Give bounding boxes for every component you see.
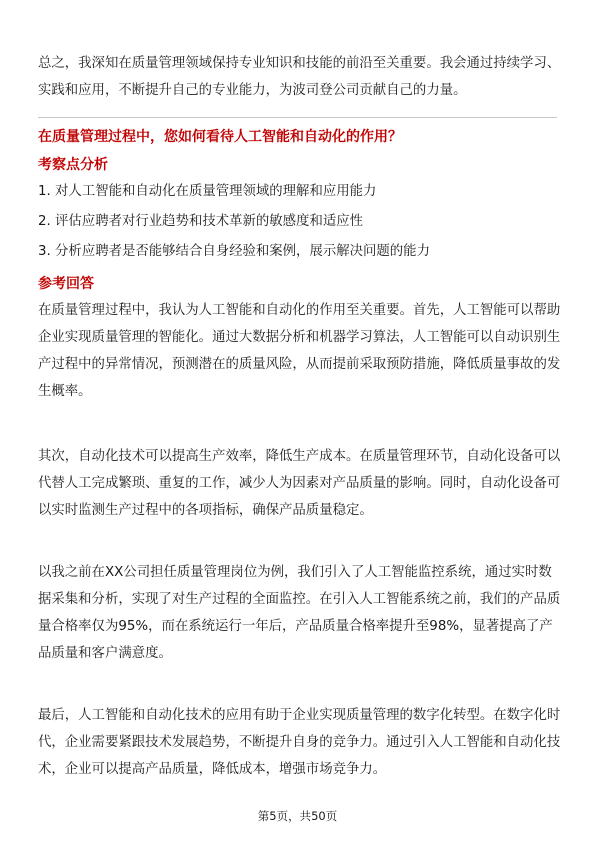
answer-paragraph-2: 其次，自动化技术可以提高生产效率，降低生产成本。在质量管理环节，自动化设备可以代替人工完成繁琐、重复的工作，减少人为因素对产品质量的影响。同时，自动化设备可以实时监测生产过程中的各项指标，确保产品质量稳定。 [38,449,561,518]
answer-paragraph-3: 以我之前在XX公司担任质量管理岗位为例，我们引入了人工智能监控系统，通过实时数据采集和分析，实现了对生产过程的全面监控。在引入人工智能系统之前，我们的产品质量合格率仅为95%，而在系统运行一年后，产品质量合格率提升至98%，显著提高了产品质量和客户满意度。 [38,565,561,661]
intro-paragraph: 总之，我深知在质量管理领域保持专业知识和技能的前沿至关重要。我会通过持续学习、实践和应用，不断提升自己的专业能力，为波司登公司贡献自己的力量。 [38,56,561,98]
answer-paragraph-4: 最后，人工智能和自动化技术的应用有助于企业实现质量管理的数字化转型。在数字化时代，企业需要紧跟技术发展趋势，不断提升自身的竞争力。通过引入人工智能和自动化技术，企业可以提高产品质量，降低成本，增强市场竞争力。 [38,708,561,777]
divider [38,117,557,118]
question-heading: 在质量管理过程中，您如何看待人工智能和自动化的作用？ [38,129,402,145]
analysis-heading: 考察点分析 [38,157,108,173]
page-number: 第5页，共50页 [257,809,338,823]
answer-paragraph-1: 在质量管理过程中，我认为人工智能和自动化的作用至关重要。首先，人工智能可以帮助企业实现质量管理的智能化。通过大数据分析和机器学习算法，人工智能可以自动识别生产过程中的异常情况，预测潜在的质量风险，从而提前采取预防措施，降低质量事故的发生概率。 [38,303,561,399]
analysis-item: 3. 分析应聘者是否能够结合自身经验和案例，展示解决问题的能力 [38,244,430,259]
answer-heading: 参考回答 [38,276,94,292]
analysis-item: 2. 评估应聘者对行业趋势和技术革新的敏感度和适应性 [38,214,364,229]
analysis-item: 1. 对人工智能和自动化在质量管理领域的理解和应用能力 [38,184,377,199]
